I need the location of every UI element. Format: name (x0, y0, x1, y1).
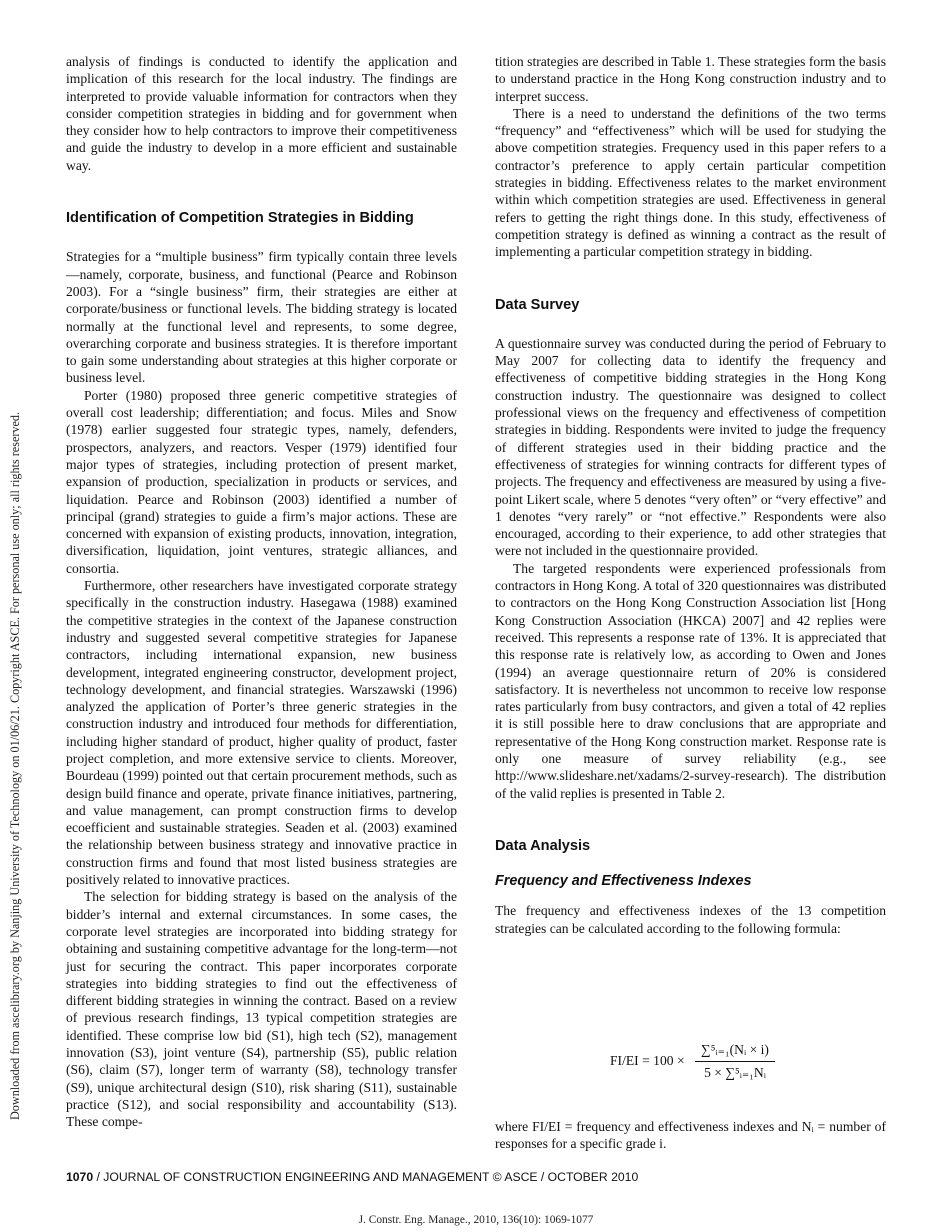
paragraph-porter: Porter (1980) proposed three generic competitive strategies of overall cost leadership; differentiation; and focus. Miles and Snow (1978) earlier suggested four strategic types, namely, defenders, prospectors, analyzers, and reactors. Vesper (1979) identified four major types of strategies, including protection of present market, expansion of production, specialization in products or services, and liquidation. Pearce and Robinson (2003) identified a number of principal (grand) strategies to guide a firm’s major actions. These are concerned with expansion of existing products, innovation, integration, diversification, liquidation, joint ventures, strategic alliances, and consortia. (66, 387, 457, 576)
paragraph-table1-reference: tition strategies are described in Table 1. These strategies form the basis to understand practice in the Hong Kong construction industry and to interpret success. (495, 54, 886, 104)
left-column (66, 53, 457, 1131)
paragraph-bidding-selection: The selection for bidding strategy is based on the analysis of the bidder’s internal and external circumstances. In some cases, the corporate level strategies are incorporated into bidding strategy for obtaining and sustaining competitive advantage for the long-term—not just for securing the contract. This paper incorporates corporate strategies into bidding strategies to find out the effectiveness of different bidding strategies in winning the contract. Based on a review of previous research findings, 13 typical competition strategies are identified. These comprise low bid (S1), high tech (S2), management innovation (S3), joint venture (S4), partnership (S5), public relation (S6), claim (S7), longer term of warranty (S8), technology transfer (S9), unique architectural design (S10), risk sharing (S11), sustainable practice (S12), and social responsibility and accountability (S13). These compe- (66, 889, 457, 1130)
journal-line: / JOURNAL OF CONSTRUCTION ENGINEERING AND MANAGEMENT © ASCE / OCTOBER 2010 (93, 1170, 639, 1184)
section-heading-competition-strategies: Identification of Competition Strategies in Bidding (66, 210, 414, 227)
paragraph-construction-strategies: Furthermore, other researchers have investigated corporate strategy specifically in the construction industry. Hasegawa (1988) examined the competitive strategies in the context of the Japanese construction industry and suggested several competitive strategies for Japanese contractors, including international expansion, new business development, integrated engineering constructor, development project, technology development, and financial strategies. Warszawski (1996) analyzed the application of Porter’s three generic strategies in the construction industry and introduced four methods for differentiation, including higher standard of product, higher quality of product, faster project completion, and more extensive service to clients. Moreover, Bourdeau (1999) pointed out that certain procurement methods, such as design build finance and operate, private finance initiatives, partnering, and value management, can prompt construction firms to develop ecoefficient and sustainable strategies. Seaden et al. (2003) examined the relationship between business strategy and innovative practice in construction firms and found that most listed business strategies are positively related to innovative practices. (66, 578, 457, 888)
formula-lhs: FI/EI = 100 × (610, 1053, 685, 1068)
fi-ei-formula (495, 1040, 886, 1088)
formula-numerator: ∑⁵ᵢ₌₁(Nᵢ × i) (701, 1042, 769, 1057)
page-number: 1070 (66, 1170, 94, 1184)
intro-paragraph: analysis of findings is conducted to identify the application and implication of this research for the local industry. The findings are interpreted to provide valuable information for contractors when they consider competition strategies in bidding and for government when they consider how to help contractors to improve their competitiveness and guide the industry to develop in a more efficient and sustainable way. (66, 54, 457, 173)
citation-line: J. Constr. Eng. Manage., 2010, 136(10): 1069-1077 (358, 1214, 594, 1226)
paragraph-questionnaire: A questionnaire survey was conducted during the period of February to May 2007 for collecting data to identify the frequency and effectiveness of competitive bidding strategies in the Hong Kong construction industry. The questionnaire was designed to collect professional views on the frequency and effectiveness of competition strategies in bidding. Respondents were invited to judge the frequency of different strategies used in their bidding practice and the effectiveness of strategies for winning contracts for different types of projects. The frequency and effectiveness are measured by using a five-point Likert scale, where 5 denotes “very often” or “very effective” and 1 denotes “very rarely” or “not effective.” Respondents were also encouraged, according to their experience, to add other strategies that were not included in the questionnaire provided. (495, 335, 886, 559)
paragraph-where: where FI/EI = frequency and effectiveness indexes and Nᵢ = number of responses for a specific grade i. (495, 1119, 886, 1152)
paragraph-strategy-levels: Strategies for a “multiple business” firm typically contain three levels—namely, corporate, business, and functional (Pearce and Robinson 2003). For a “single business” firm, their strategies are either at corporate/business or functional levels. The bidding strategy is located normally at the functional level and represents, to some degree, overarching corporate and business strategies. It is therefore important to gain some understanding about strategies at this higher corporate or business level. (66, 249, 457, 386)
where-clause (495, 1118, 886, 1153)
formula-fraction (695, 1040, 775, 1083)
paragraph-formula-intro: The frequency and effectiveness indexes of the 13 competition strategies can be calculated according to the following formula: (495, 903, 886, 936)
paragraph-definitions: There is a need to understand the definitions of the two terms “frequency” and “effectiveness” which will be used for studying the above competition strategies. Frequency used in this paper refers to a contractor’s preference to apply certain particular competition strategies in bidding. Effectiveness relates to the market environment within which competition strategies are used. Effectiveness in general refers to getting the right things done. In this study, effectiveness of competition strategy is defined as winning a contract as the result of implementing a particular competition strategy in bidding. (495, 105, 886, 260)
fraction-bar (695, 1061, 775, 1062)
paragraph-respondents: The targeted respondents were experienced professionals from contractors in Hong Kong. A total of 320 questionnaires was distributed to contractors on the Hong Kong Construction Association list [Hong Kong Construction Association (HKCA) 2007] and 42 replies were received. This represents a response rate of 13%. It is appreciated that this response rate is relatively low, as according to Owen and Jones (1994) an average questionnaire return of 20% is considered satisfactory. It is nevertheless not uncommon to receive low response rates particularly from busy contractors, and given a total of 42 replies it is still possible here to draw conclusions that are appropriate and representative of the Hong Kong construction market. Response rate is only one measure of survey reliability (e.g., see http://www.slideshare.net/xadams/2-survey-research). The distribution of the valid replies is presented in Table 2. (495, 560, 886, 801)
section-heading-data-analysis: Data Analysis (495, 837, 591, 854)
page-footer (66, 1170, 886, 1184)
subheading-indexes: Frequency and Effectiveness Indexes (495, 873, 752, 890)
section-heading-data-survey: Data Survey (495, 296, 580, 313)
right-column (495, 53, 886, 937)
formula-denominator: 5 × ∑⁵ᵢ₌₁Nᵢ (704, 1065, 766, 1080)
download-notice: Downloaded from ascelibrary.org by Nanjing University of Technology on 01/06/21. Copyright ASCE. For personal use only; all rights reserved. (8, 411, 22, 1120)
